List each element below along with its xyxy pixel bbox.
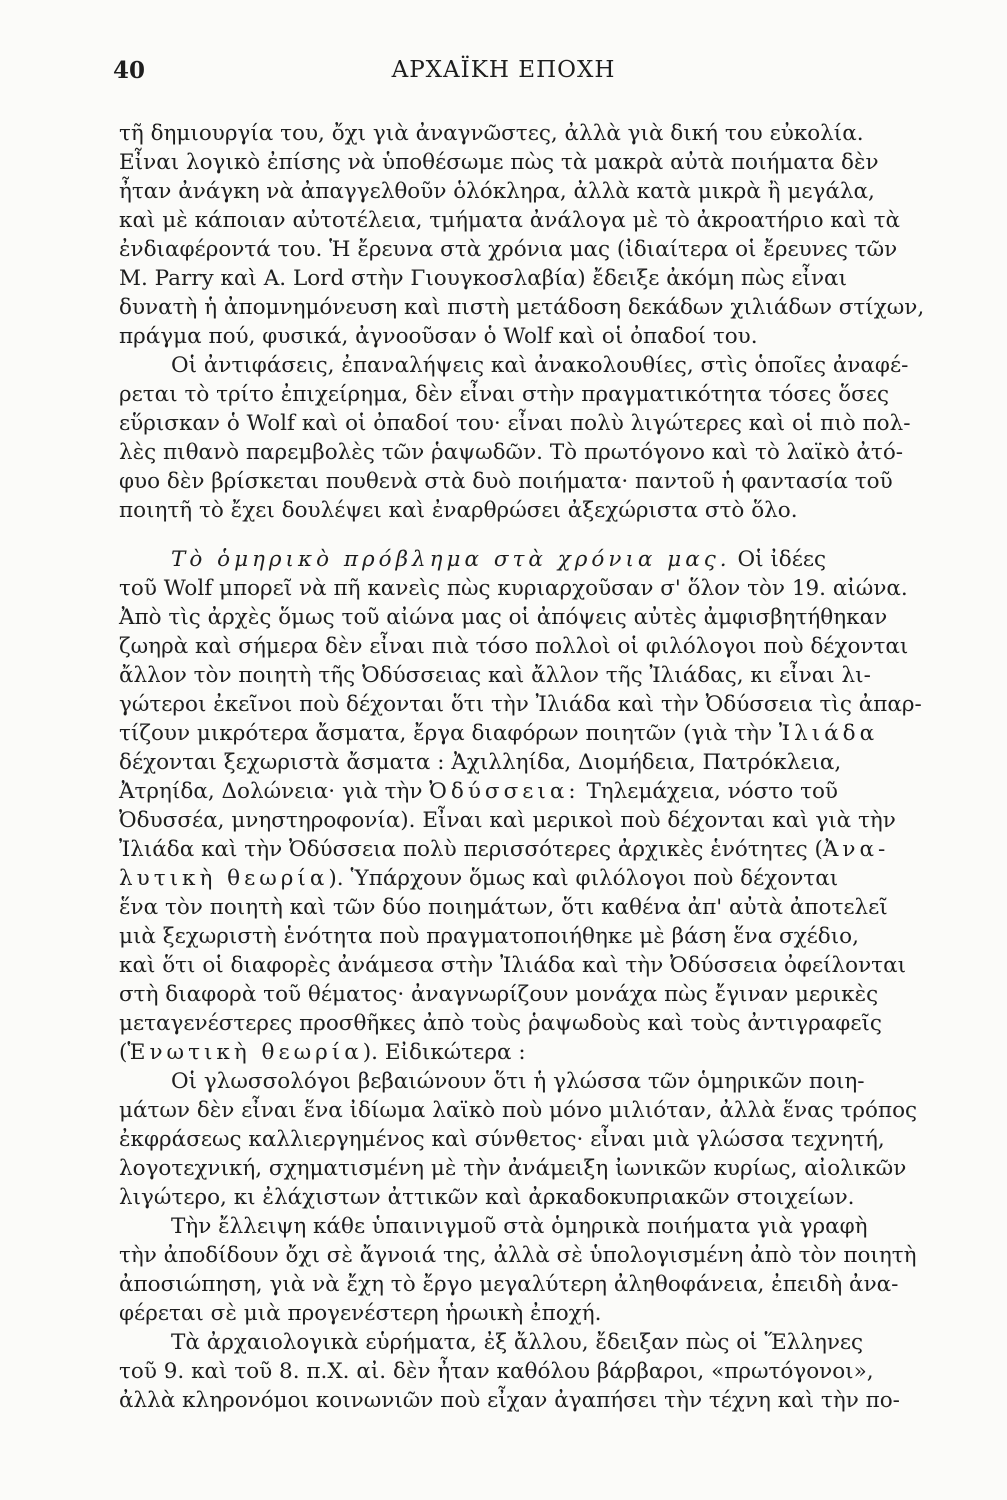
text-line <box>119 749 939 777</box>
text-line: ἀποσιώπηση, γιὰ νὰ ἔχη τὸ ἔργο μεγαλύτερη ἀληθοφάνεια, ἐπειδὴ ἀνα- <box>119 1272 899 1297</box>
text-line: δυνατὴ ἡ ἀπομνημόνευση καὶ πιστὴ μετάδοση δεκάδων χιλιάδων στίχων, <box>119 295 925 320</box>
text-line: Ἀπὸ τὶς ἀρχὲς ὅμως τοῦ αἰώνα μας οἱ ἀπόψεις αὐτὲς ἀμφισβητήθηκαν <box>119 605 888 630</box>
text-line: ζωηρὰ καὶ σήμερα δὲν εἶναι πιὰ τόσο πολλοὶ οἱ φιλόλογοι ποὺ δέχονται <box>119 634 909 659</box>
text-line: ρεται τὸ τρίτο ἐπιχείρημα, δὲν εἶναι στὴν πραγματικότητα τόσες ὅσες <box>119 382 889 407</box>
section-heading: Τὸ ὁμηρικὸ πρόβλημα στὰ χρόνια μας. <box>171 547 731 572</box>
text-run: Τηλεμάχεια, νόστο τοῦ <box>586 779 838 804</box>
text-line: στὴ διαφορὰ τοῦ θέματος· ἀναγνωρίζουν μονάχα πὼς ἔγιναν μερικὲς <box>119 982 879 1007</box>
text-line <box>119 720 939 748</box>
text-run: Ἀχιλληίδα, Διομήδεια, Πατρόκλεια, <box>451 750 842 775</box>
text-run: Ἰλιάδα καὶ τὴν Ὀδύσσεια πολὺ περισσότερες ἀρχικὲς ἑνότητες ( <box>119 837 823 862</box>
text-line: μιὰ ξεχωριστὴ ἑνότητα ποὺ πραγματοποιήθηκε μὲ βάση ἕνα σχέδιο, <box>119 924 859 949</box>
text-run: τίζουν μικρότερα ἄσματα, ἔργα διαφόρων ποιητῶν (γιὰ τὴν <box>119 721 773 746</box>
spaced-term: λυτικὴ θεωρία <box>119 866 329 891</box>
spaced-title: Ἰλιάδα <box>778 721 879 746</box>
text-line: ἦταν ἀνάγκη νὰ ἀπαγγελθοῦν ὁλόκληρα, ἀλλὰ κατὰ μικρὰ ἢ μεγάλα, <box>119 179 875 204</box>
text-line <box>119 865 939 893</box>
text-line: Οἱ γλωσσολόγοι βεβαιώνουν ὅτι ἡ γλώσσα τῶν ὁμηρικῶν ποιη- <box>171 1069 865 1094</box>
text-run: Ἀτρηίδα, Δολώνεια· γιὰ τὴν <box>119 779 423 804</box>
text-line: ἄλλον τὸν ποιητὴ τῆς Ὀδύσσειας καὶ ἄλλον τῆς Ἰλιάδας, κι εἶναι λι- <box>119 663 871 688</box>
text-line: πράγμα πού, φυσικά, ἀγνοοῦσαν ὁ Wolf καὶ οἱ ὀπαδοί του. <box>119 324 758 349</box>
text-line: τοῦ 9. καὶ τοῦ 8. π.Χ. αἰ. δὲν ἦταν καθόλου βάρβαροι, «πρωτόγονοι», <box>119 1359 874 1384</box>
text-run: δέχονται ξεχωριστὰ ἄσματα : <box>119 750 445 775</box>
text-line: φυο δὲν βρίσκεται πουθενὰ στὰ δυὸ ποιήματα· παντοῦ ἡ φαντασία τοῦ <box>119 469 893 494</box>
text-line: λογοτεχνική, σχηματισμένη μὲ τὴν ἀνάμειξη ἰωνικῶν κυρίως, αἰολικῶν <box>119 1156 907 1181</box>
text-line: γώτεροι ἐκεῖνοι ποὺ δέχονται ὅτι τὴν Ἰλιάδα καὶ τὴν Ὀδύσσεια τὶς ἀπαρ- <box>119 692 922 717</box>
text-line: τὴν ἀποδίδουν ὄχι σὲ ἄγνοιά της, ἀλλὰ σὲ ὑπολογισμένη ἀπὸ τὸν ποιητὴ <box>119 1243 917 1268</box>
text-run: ). Ὑπάρχουν ὅμως καὶ φιλόλογοι ποὺ δέχονται <box>328 866 839 891</box>
text-line: μάτων δὲν εἶναι ἕνα ἰδίωμα λαϊκὸ ποὺ μόνο μιλιόταν, ἀλλὰ ἕνας τρόπος <box>119 1098 918 1123</box>
text-line: τῆ δημιουργία του, ὄχι γιὰ ἀναγνῶστες, ἀλλὰ γιὰ δική του εὐκολία. <box>119 121 864 146</box>
text-run: ( <box>119 1040 128 1065</box>
text-line: ἕνα τὸν ποιητὴ καὶ τῶν δύο ποιημάτων, ὅτι καθένα ἀπ' αὐτὰ ἀποτελεῖ <box>119 895 888 920</box>
text-line: Τὰ ἀρχαιολογικὰ εὑρήματα, ἐξ ἄλλου, ἔδειξαν πὼς οἱ Ἕλληνες <box>171 1330 864 1355</box>
text-line <box>119 836 939 864</box>
text-line: λὲς πιθανὸ παρεμβολὲς τῶν ῥαψωδῶν. Τὸ πρωτόγονο καὶ τὸ λαϊκὸ ἀτό- <box>119 440 904 465</box>
text-line: Εἶναι λογικὸ ἐπίσης νὰ ὑποθέσωμε πὼς τὰ μακρὰ αὐτὰ ποιήματα δὲν <box>119 150 879 175</box>
text-line: φέρεται σὲ μιὰ προγενέστερη ἡρωικὴ ἐποχή. <box>119 1301 602 1326</box>
text-line: καὶ ὅτι οἱ διαφορὲς ἀνάμεσα στὴν Ἰλιάδα καὶ τὴν Ὀδύσσεια ὀφείλονται <box>119 953 907 978</box>
spaced-term: Ἑνωτικὴ θεωρία <box>127 1040 363 1065</box>
text-run: ). Εἰδικώτερα : <box>362 1040 526 1065</box>
text-line <box>171 546 939 574</box>
text-line: καὶ μὲ κάποιαν αὐτοτέλεια, τμήματα ἀνάλογα μὲ τὸ ἀκροατήριο καὶ τὰ <box>119 208 900 233</box>
text-run: Οἱ ἰδέες <box>737 547 827 572</box>
text-line: ποιητῆ τὸ ἔχει δουλέψει καὶ ἐναρθρώσει ἀξεχώριστα στὸ ὅλο. <box>119 498 798 523</box>
text-line: τοῦ Wolf μπορεῖ νὰ πῆ κανεὶς πὼς κυριαρχοῦσαν σ' ὅλον τὸν 19. αἰώνα. <box>119 576 908 601</box>
page-number: 40 <box>113 57 146 84</box>
spaced-title: Ὀδύσσεια: <box>429 779 580 804</box>
text-line <box>119 1039 939 1067</box>
text-line: Τὴν ἔλλειψη κάθε ὑπαινιγμοῦ στὰ ὁμηρικὰ ποιήματα γιὰ γραφὴ <box>171 1214 868 1239</box>
text-line: Οἱ ἀντιφάσεις, ἐπαναλήψεις καὶ ἀνακολουθίες, στὶς ὁποῖες ἀναφέ- <box>171 353 909 378</box>
text-line: ἀλλὰ κληρονόμοι κοινωνιῶν ποὺ εἶχαν ἀγαπήσει τὴν τέχνη καὶ τὴν πο- <box>119 1388 900 1413</box>
spaced-term: Ἀνα- <box>822 837 890 862</box>
text-line: Ὀδυσσέα, μνηστηροφονία). Εἶναι καὶ μερικοὶ ποὺ δέχονται καὶ γιὰ τὴν <box>119 808 896 833</box>
text-line: M. Parry καὶ A. Lord στὴν Γιουγκοσλαβία) ἔδειξε ἀκόμη πὼς εἶναι <box>119 266 847 291</box>
text-line: εὕρισκαν ὁ Wolf καὶ οἱ ὀπαδοί του· εἶναι πολὺ λιγώτερες καὶ οἱ πιὸ πολ- <box>119 411 911 436</box>
text-line <box>119 778 939 806</box>
running-head: ΑΡΧΑΪΚΗ ΕΠΟΧΗ <box>391 57 616 83</box>
text-line: μεταγενέστερες προσθῆκες ἀπὸ τοὺς ῥαψωδοὺς καὶ τοὺς ἀντιγραφεῖς <box>119 1011 882 1036</box>
text-line: ἐνδιαφέροντά του. Ἡ ἔρευνα στὰ χρόνια μας (ἰδιαίτερα οἱ ἔρευνες τῶν <box>119 237 898 262</box>
text-line: λιγώτερο, κι ἐλάχιστων ἀττικῶν καὶ ἀρκαδοκυπριακῶν στοιχείων. <box>119 1185 855 1210</box>
text-line: ἐκφράσεως καλλιεργημένος καὶ σύνθετος· εἶναι μιὰ γλώσσα τεχνητή, <box>119 1127 885 1152</box>
